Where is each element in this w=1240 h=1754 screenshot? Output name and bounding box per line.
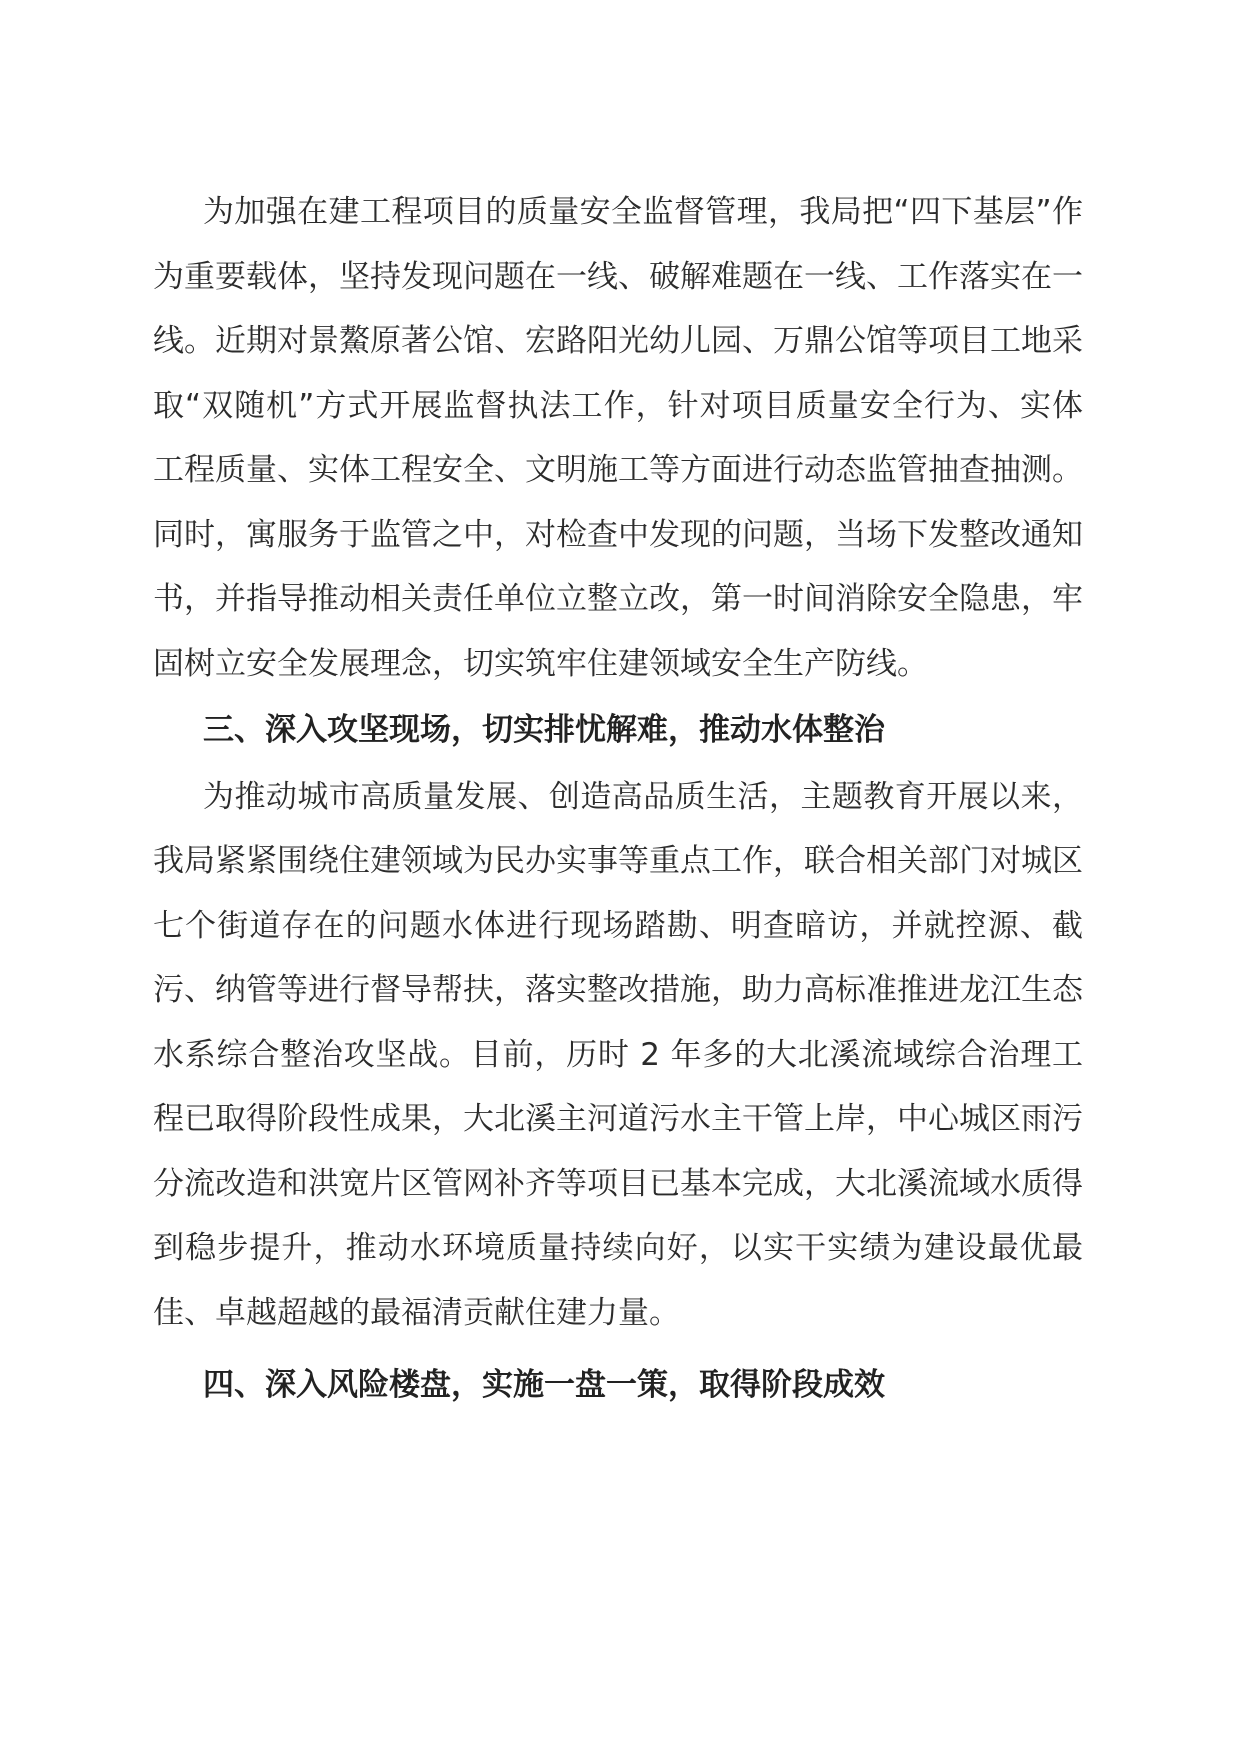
paragraph-water-remediation: 为推动城市高质量发展、创造高品质生活，主题教育开展以来，我局紧紧围绕住建领域为民办实事等重点工作，联合相关部门对城区七个街道存在的问题水体进行现场踏勘、明查暗访，并就控源、截污、纳管等进行督导帮扶，落实整改措施，助力高标准推进龙江生态水系综合整治攻坚战。目前，历时 2 年多的大北溪流域综合治理工程已取得阶段性成果，大北溪主河道污水主干管上岸，中心城区雨污分流改造和洪宽片区管网补齐等项目已基本完成，大北溪流域水质得到稳步提升，推动水环境质量持续向好，以实干实绩为建设最优最佳、卓越超越的最福清贡献住建力量。 [153,778,1083,1331]
section-heading-3: 三、深入攻坚现场，切实排忧解难，推动水体整治 [203,712,885,748]
paragraph-quality-safety-supervision: 为加强在建工程项目的质量安全监督管理，我局把“四下基层”作为重要载体，坚持发现问题在一线、破解难题在一线、工作落实在一线。近期对景鰲原著公馆、宏路阳光幼儿园、万鼎公馆等项目工地采取“双随机”方式开展监督执法工作，针对项目质量安全行为、实体工程质量、实体工程安全、文明施工等方面进行动态监管抽查抽测。同时，寓服务于监管之中，对检查中发现的问题，当场下发整改通知书，并指导推动相关责任单位立整立改，第一时间消除安全隐患，牢固树立安全发展理念，切实筑牢住建领域安全生产防线。 [153,194,1083,682]
document-body [153,180,1083,1418]
section-heading-4: 四、深入风险楼盘，实施一盘一策，取得阶段成效 [203,1367,885,1403]
